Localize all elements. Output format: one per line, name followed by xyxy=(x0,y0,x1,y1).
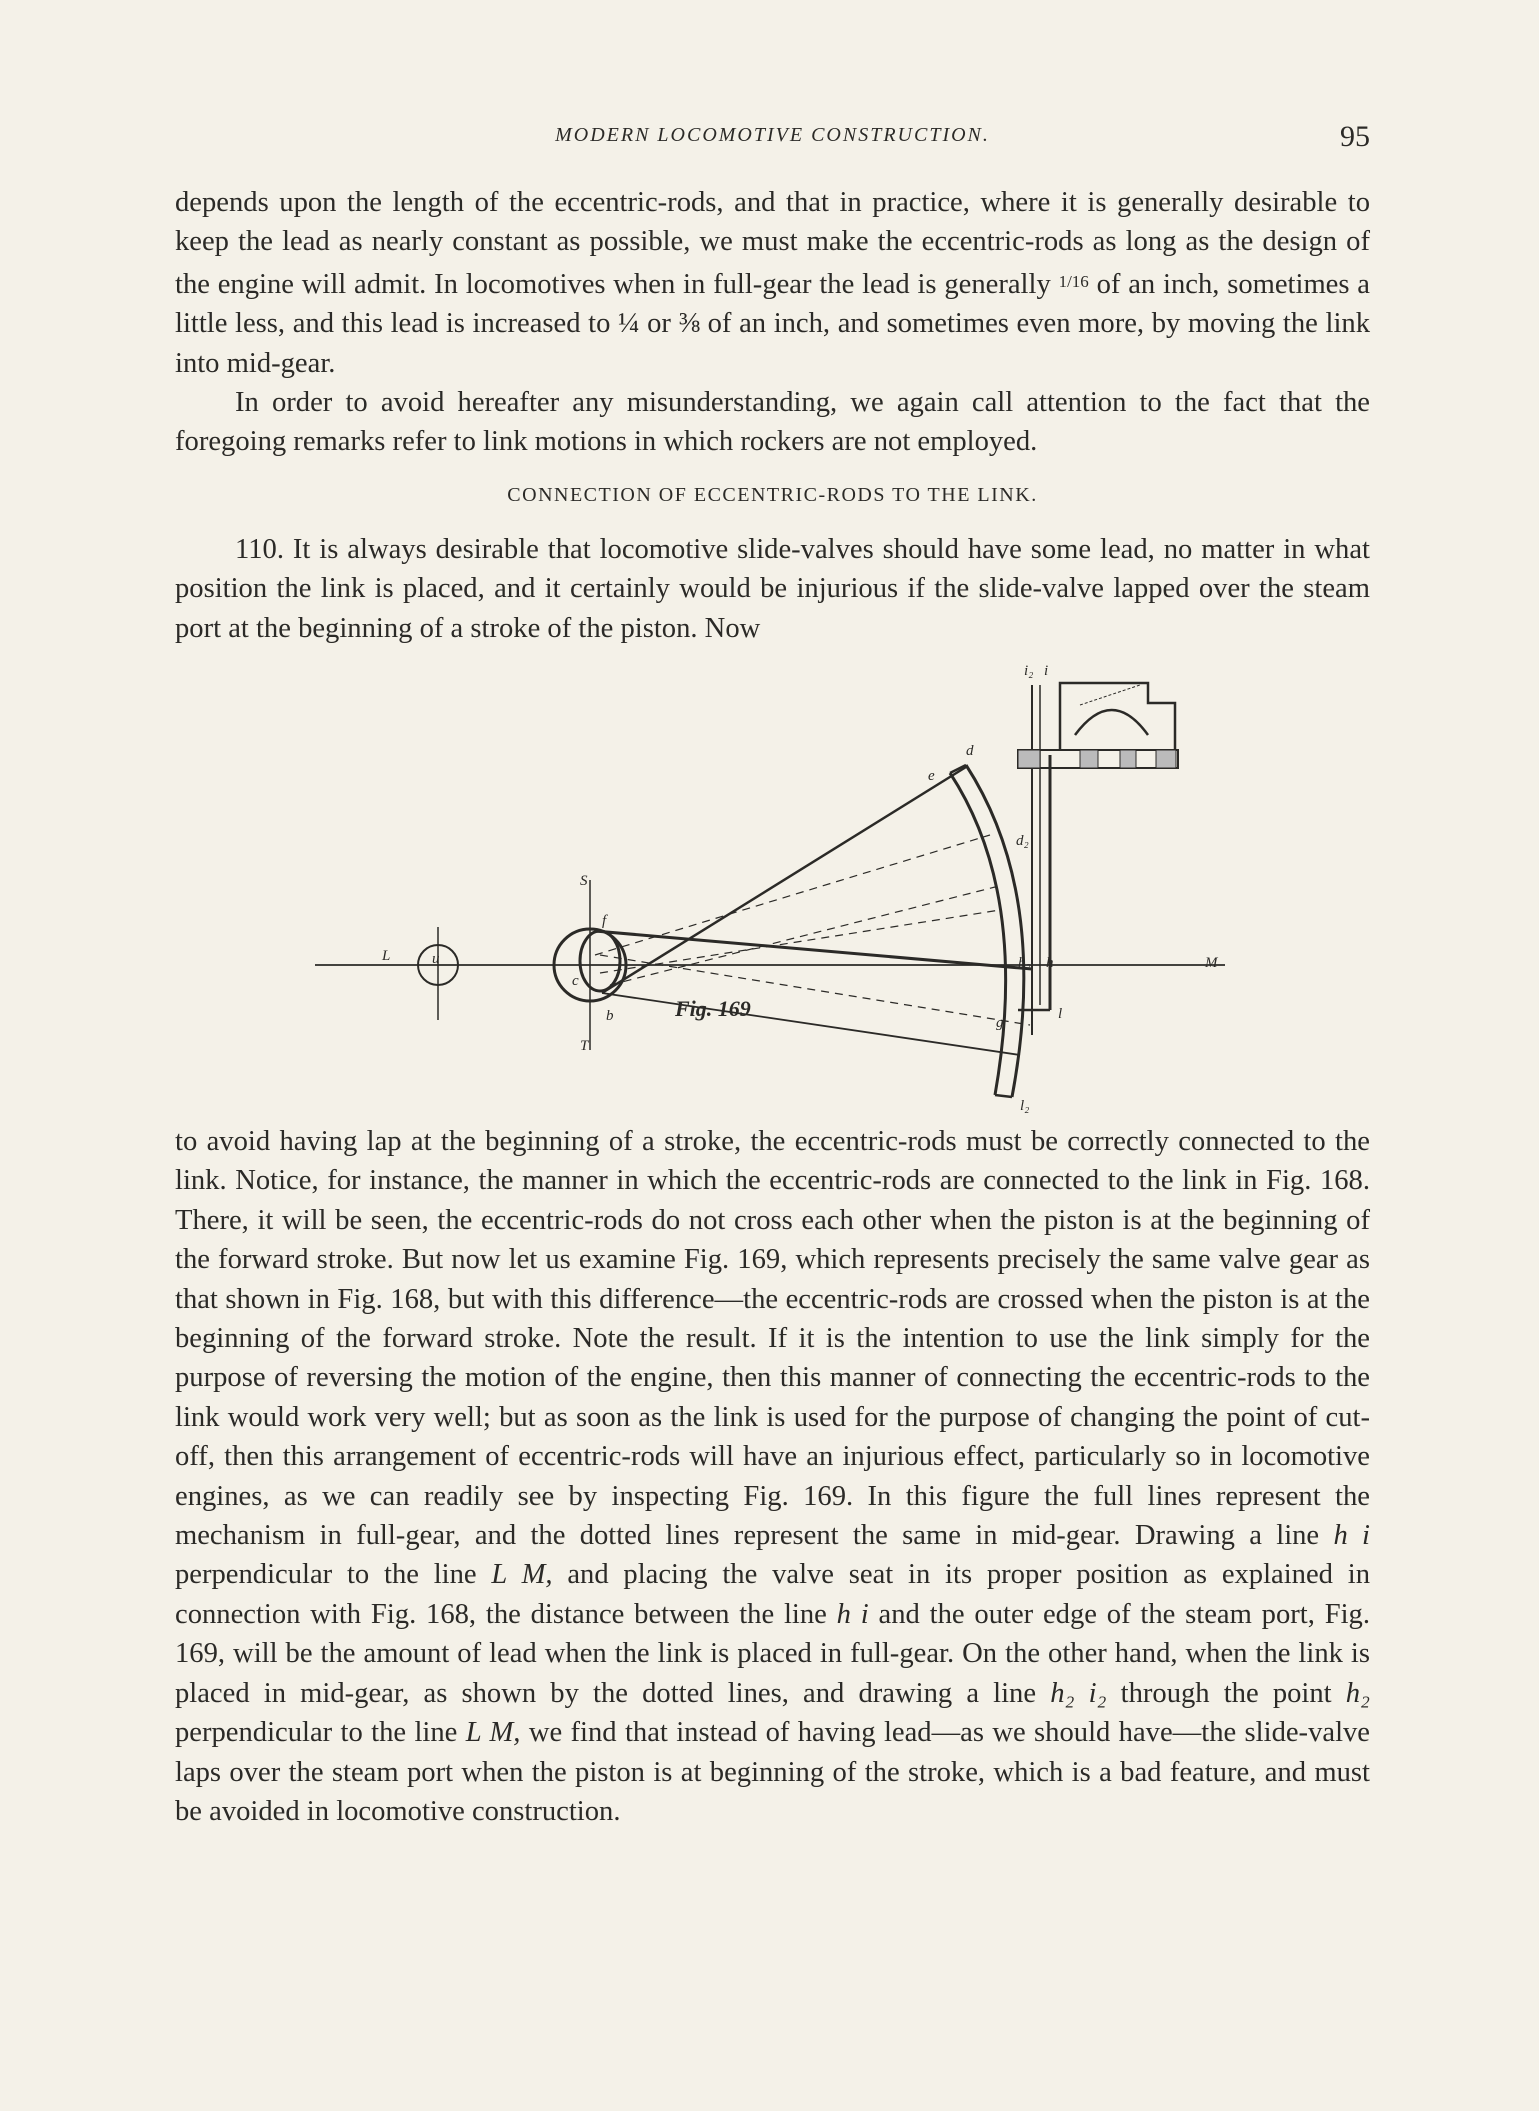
label-l2: l₂ xyxy=(1020,1098,1030,1114)
var-hi: h i xyxy=(1333,1520,1370,1552)
para4-p1: to avoid having lap at the beginning of a stroke, the eccentric-rods must be correctly connected to the link. Notice, for instance, the manner in which the eccentric-rods are connected to the link in Fig. 168. There, it will be seen, the eccentric-rods do not cross each other when the piston is at the beginning of the forward stroke. But now let us examine Fig. 169, which represents precisely the same valve gear as that shown in Fig. 168, but with this difference—the eccentric-rods are crossed when the piston is at the beginning of the forward stroke. Note the result. If it is the intention to use the link simply for the purpose of reversing the motion of the engine, then this manner of connecting the eccentric-rods to the link would work very well; but as soon as the link is used for the purpose of changing the point of cut-off, then this arrangement of eccentric-rods will have an injurious effect, particularly so in locomotive engines, as we can readily see by inspecting Fig. 169. In this figure the full lines represent the mechanism in full-gear, and the dotted lines represent the same in mid-gear. Drawing a line xyxy=(175,1126,1370,1552)
label-l: l xyxy=(1058,1006,1063,1022)
body-text-top xyxy=(175,183,1370,462)
paragraph-110: 110. It is always desirable that locomotive slide-valves should have some lead, no matter in what position the link is placed, and it certainly would be injurious if the slide-valve lapped over the steam port at the beginning of a stroke of the piston. Now xyxy=(175,534,1370,644)
body-text-bottom xyxy=(175,1122,1370,1831)
para1-part2: of an inch, sometimes a little less, and this lead is increased to ¼ or ⅜ of an inch, and sometimes even more, by moving the link into mid-gear. xyxy=(175,268,1370,379)
label-T: T xyxy=(580,1038,589,1054)
label-i2: i₂ xyxy=(1024,663,1034,679)
var-lm: L M, xyxy=(491,1559,553,1591)
paragraph-rockers-note: In order to avoid hereafter any misunderstanding, we again call attention to the fact that the foregoing remarks refer to link motions in which rockers are not employed. xyxy=(175,387,1370,458)
label-d2: d₂ xyxy=(1016,833,1029,849)
figure-caption: Fig. 169 xyxy=(675,996,751,1021)
label-e: e xyxy=(928,768,935,784)
page-header xyxy=(175,120,1370,160)
paragraph-continued xyxy=(175,183,1370,383)
label-M: M xyxy=(1205,955,1218,971)
body-text-section xyxy=(175,530,1370,648)
label-b: b xyxy=(606,1008,614,1024)
paragraph-crossed-rods xyxy=(175,1122,1370,1831)
running-head: MODERN LOCOMOTIVE CONSTRUCTION. xyxy=(555,124,990,146)
fraction-sixteenth: 1/16 xyxy=(1058,271,1089,291)
link-inner-curve xyxy=(966,765,1024,1097)
var-h2i2: h₂ i₂ xyxy=(1050,1677,1107,1709)
label-i: i xyxy=(1044,663,1049,679)
label-h: h xyxy=(1046,955,1054,971)
para4-p7: we find that instead of having lead—as we should have—the slide-valve laps over the steam port when the piston is at beginning of the stroke, which is a bad feature, and must be avoided in locomotive construction. xyxy=(175,1717,1370,1827)
label-g: g xyxy=(996,1015,1004,1031)
label-S: S xyxy=(580,873,588,889)
para4-p3: and placing the valve seat in its proper position as explained in connection with Fig. 168, the distance between the line xyxy=(175,1559,1370,1630)
para4-p2: perpendicular to the line xyxy=(175,1559,492,1591)
var-h2: h₂ xyxy=(1345,1677,1370,1709)
para1-part1: depends upon the length of the eccentric-rods, and that in practice, where it is generally desirable to keep the lead as nearly constant as possible, we must make the eccentric-rods as long as the design of the engine will admit. In locomotives when in full-gear the lead is generally xyxy=(175,187,1370,300)
valve-gear-diagram xyxy=(290,655,1250,1125)
label-u: u xyxy=(432,951,440,967)
para4-p5: through the point xyxy=(1106,1677,1346,1709)
var-lm-2: L M, xyxy=(465,1717,521,1749)
section-heading: CONNECTION OF ECCENTRIC-RODS TO THE LINK. xyxy=(507,484,1038,506)
label-f: f xyxy=(602,913,607,929)
label-c: c xyxy=(572,973,579,989)
para4-p6: perpendicular to the line xyxy=(175,1717,466,1749)
var-hi-2: h i xyxy=(836,1598,869,1630)
label-L: L xyxy=(382,948,391,964)
para4-p4: and the outer edge of the steam port, Fig. 169, will be the amount of lead when the link is placed in full-gear. On the other hand, when the link is placed in mid-gear, as shown by the dotted lines, and drawing a line xyxy=(175,1598,1370,1709)
figure-169 xyxy=(290,655,1250,1125)
label-h2: h₂ xyxy=(1018,955,1031,971)
eccentric-rod-lower xyxy=(602,993,1020,1055)
eccentric-sheave xyxy=(580,931,620,991)
page-number: 95 xyxy=(1340,120,1370,153)
label-d: d xyxy=(966,743,974,759)
valve-seat xyxy=(1018,683,1178,768)
